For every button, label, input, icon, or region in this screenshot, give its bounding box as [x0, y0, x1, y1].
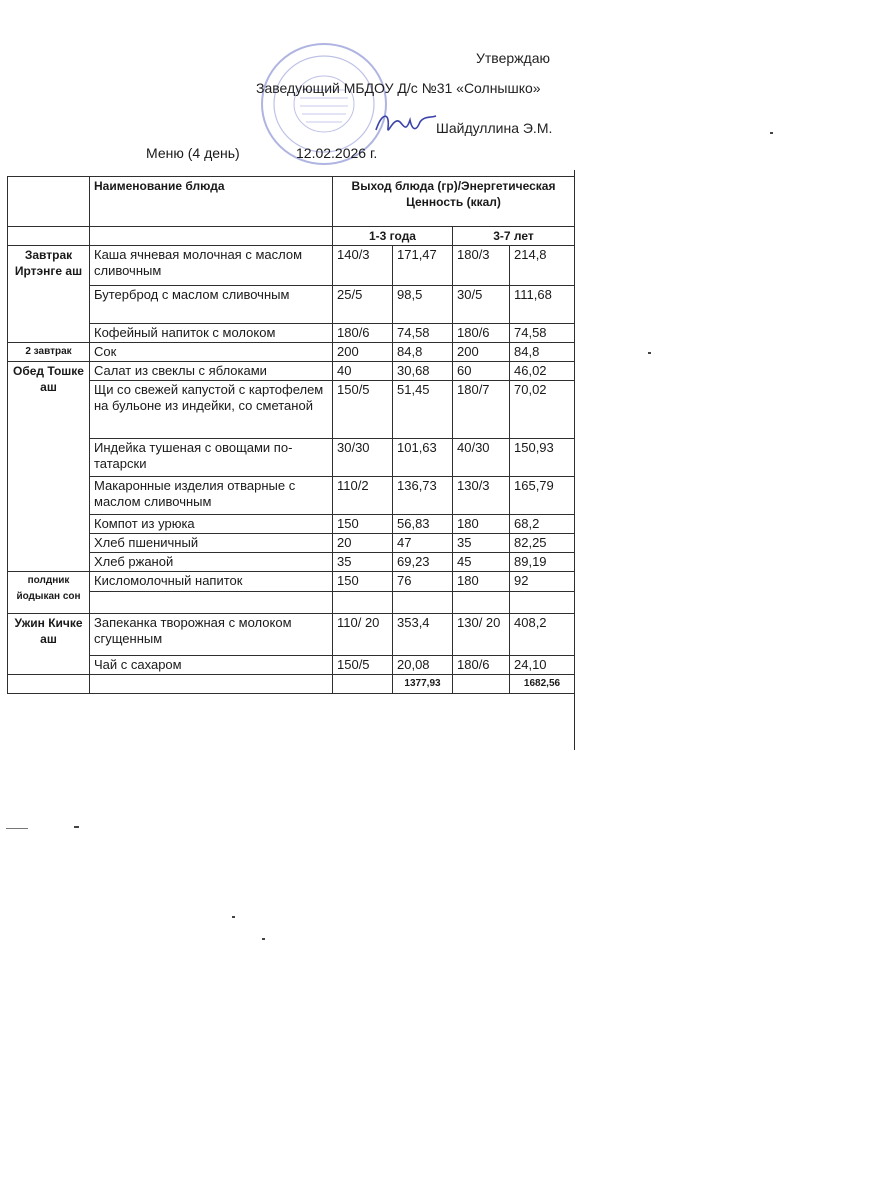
dish-name: Запеканка творожная с молоком сгущенным — [90, 614, 333, 656]
dish-name: Хлеб ржаной — [90, 553, 333, 572]
header-output: Выход блюда (гр)/Энергетическая Ценность (ккал) — [333, 177, 575, 227]
table-row: Завтрак Иртэнге аш Каша ячневая молочная с маслом сливочным 140/3 171,47 180/3 214,8 — [8, 246, 575, 286]
menu-title: Меню (4 день) — [146, 145, 240, 161]
menu-date: 12.02.2026 г. — [296, 145, 378, 161]
approver-name: Шайдуллина Э.М. — [436, 120, 553, 136]
meal-snack: полдник йодыкан сон — [8, 572, 90, 614]
dish-name: Компот из урюка — [90, 515, 333, 534]
table-row: Кофейный напиток с молоком 180/6 74,58 180/6 74,58 — [8, 324, 575, 343]
menu-table — [7, 176, 575, 694]
table-row: Хлеб пшеничный 20 47 35 82,25 — [8, 534, 575, 553]
dish-name: Кофейный напиток с молоком — [90, 324, 333, 343]
dish-name: Кисломолочный напиток — [90, 572, 333, 592]
table-row: Ужин Кичке аш Запеканка творожная с молоком сгущенным 110/ 20 353,4 130/ 20 408,2 — [8, 614, 575, 656]
signature — [372, 108, 438, 142]
table-row: Макаронные изделия отварные с маслом сливочным 110/2 136,73 130/3 165,79 — [8, 477, 575, 515]
dish-name: Бутерброд с маслом сливочным — [90, 286, 333, 324]
scan-speck — [648, 352, 651, 354]
meal-breakfast: Завтрак Иртэнге аш — [8, 246, 90, 343]
scan-line — [6, 828, 28, 829]
table-row: полдник йодыкан сон Кисломолочный напиток 150 76 180 92 — [8, 572, 575, 592]
table-header-row — [8, 177, 575, 227]
dish-name: Хлеб пшеничный — [90, 534, 333, 553]
meal-breakfast-2: 2 завтрак — [8, 343, 90, 362]
age-header-row — [8, 227, 575, 246]
dish-name: Чай с сахаром — [90, 656, 333, 675]
header-dish: Наименование блюда — [90, 177, 333, 227]
total-1-3: 1377,93 — [393, 675, 453, 694]
approver-position: Заведующий МБДОУ Д/с №31 «Солнышко» — [256, 80, 541, 96]
table-row: Бутерброд с маслом сливочным 25/5 98,5 30/5 111,68 — [8, 286, 575, 324]
dish-name: Сок — [90, 343, 333, 362]
scan-speck — [232, 916, 235, 918]
meal-lunch: Обед Тошке аш — [8, 362, 90, 572]
approve-title: Утверждаю — [476, 50, 550, 66]
scan-speck — [770, 132, 773, 134]
dish-name: Щи со свежей капустой с картофелем на бульоне из индейки, со сметаной — [90, 381, 333, 439]
dish-name: Индейка тушеная с овощами по-татарски — [90, 439, 333, 477]
table-row: Хлеб ржаной 35 69,23 45 89,19 — [8, 553, 575, 572]
table-row: Обед Тошке аш Салат из свеклы с яблоками 40 30,68 60 46,02 — [8, 362, 575, 381]
age-group-1: 1-3 года — [333, 227, 453, 246]
dish-name: Салат из свеклы с яблоками — [90, 362, 333, 381]
table-row: 2 завтрак Сок 200 84,8 200 84,8 — [8, 343, 575, 362]
scan-speck — [74, 826, 79, 828]
table-row: Чай с сахаром 150/5 20,08 180/6 24,10 — [8, 656, 575, 675]
header-empty-cell — [8, 177, 90, 227]
dish-name: Каша ячневая молочная с маслом сливочным — [90, 246, 333, 286]
table-row: Индейка тушеная с овощами по-татарски 30/30 101,63 40/30 150,93 — [8, 439, 575, 477]
dish-name: Макаронные изделия отварные с маслом сливочным — [90, 477, 333, 515]
meal-dinner: Ужин Кичке аш — [8, 614, 90, 675]
scan-speck — [262, 938, 265, 940]
age-group-2: 3-7 лет — [453, 227, 575, 246]
table-row: Компот из урюка 150 56,83 180 68,2 — [8, 515, 575, 534]
table-row-empty — [8, 592, 575, 614]
totals-row — [8, 675, 575, 694]
total-3-7: 1682,56 — [510, 675, 575, 694]
table-row: Щи со свежей капустой с картофелем на бульоне из индейки, со сметаной 150/5 51,45 180/7 70,02 — [8, 381, 575, 439]
